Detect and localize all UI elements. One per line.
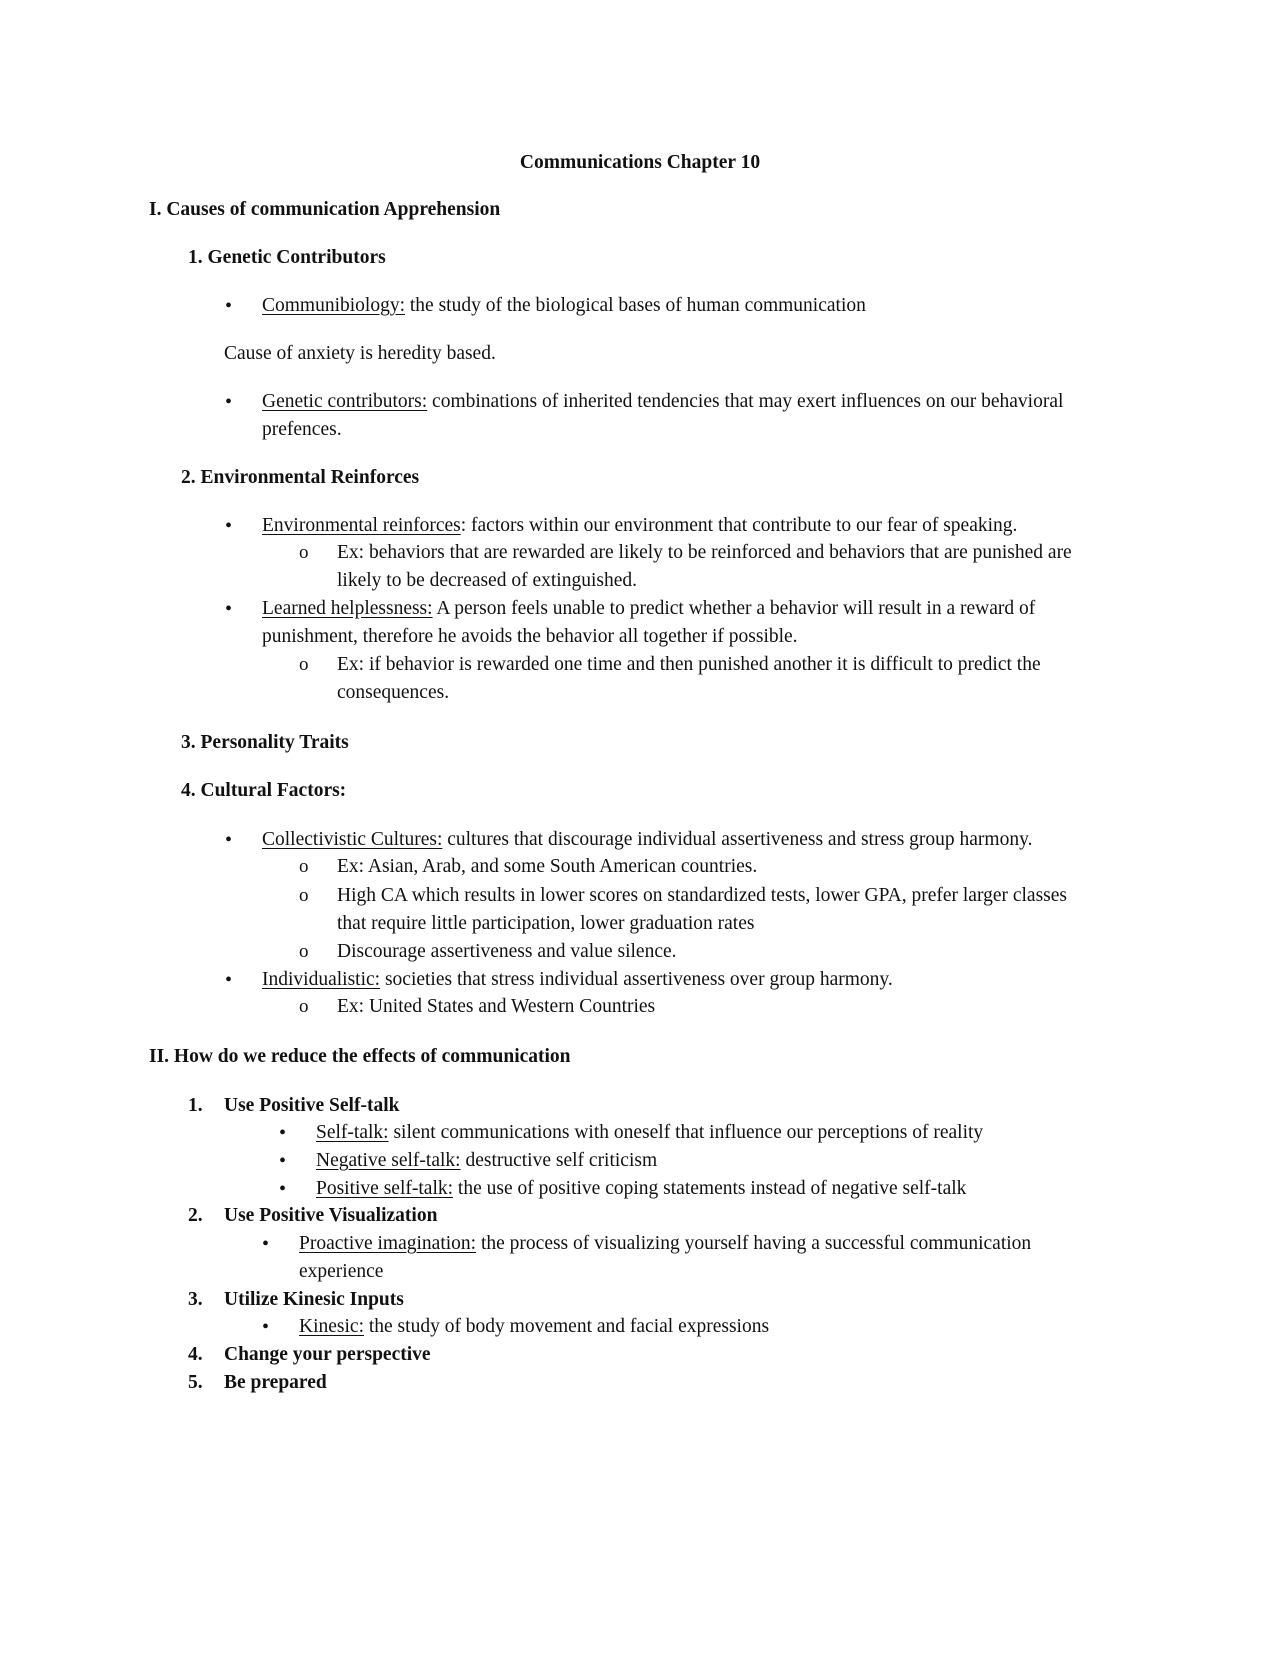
term-definition: : factors within our environment that contribute to our fear of speaking. xyxy=(460,515,1018,536)
list-item-negative-self-talk xyxy=(316,1149,657,1173)
term-definition: societies that stress individual assertiveness over group harmony. xyxy=(380,969,893,990)
term-label: Environmental reinforces xyxy=(262,515,461,536)
list-item-kinesic xyxy=(299,1315,769,1339)
bullet-icon: • xyxy=(279,1178,287,1200)
bullet-icon: • xyxy=(279,1150,287,1172)
page-title: Communications Chapter 10 xyxy=(519,152,761,173)
subheading-personality-traits: 3. Personality Traits xyxy=(181,732,349,753)
sub-list-item: Ex: if behavior is rewarded one time and then punished another it is difficult to predict the xyxy=(337,654,1041,675)
bullet-icon: • xyxy=(225,515,233,537)
term-definition: the study of body movement and facial expressions xyxy=(363,1316,770,1337)
list-item-continuation: experience xyxy=(299,1261,384,1282)
sub-list-item: Ex: United States and Western Countries xyxy=(337,996,656,1017)
list-item-continuation: prefences. xyxy=(262,419,342,440)
sub-list-item-continuation: likely to be decreased of extinguished. xyxy=(337,570,637,591)
sub-bullet-icon: o xyxy=(299,941,309,962)
ordered-item-kinesic-inputs: Utilize Kinesic Inputs xyxy=(224,1289,404,1310)
ordered-list-number: 2. xyxy=(188,1205,203,1226)
term-definition: destructive self criticism xyxy=(460,1150,658,1171)
term-label: Negative self-talk: xyxy=(316,1150,461,1171)
bullet-icon: • xyxy=(279,1122,287,1144)
sub-bullet-icon: o xyxy=(299,856,309,877)
ordered-item-positive-self-talk: Use Positive Self-talk xyxy=(224,1095,400,1116)
sub-list-item-continuation: that require little participation, lower graduation rates xyxy=(337,913,755,934)
term-label: Kinesic: xyxy=(299,1316,364,1337)
list-item-self-talk xyxy=(316,1121,983,1145)
term-label: Self-talk: xyxy=(316,1122,389,1143)
bullet-icon: • xyxy=(225,391,233,413)
term-definition: combinations of inherited tendencies that may exert influences on our behavioral xyxy=(427,391,1064,412)
term-label: Positive self-talk: xyxy=(316,1178,454,1199)
section-heading-2: II. How do we reduce the effects of communication xyxy=(149,1046,571,1067)
term-definition: the study of the biological bases of human communication xyxy=(405,295,866,316)
ordered-item-be-prepared: Be prepared xyxy=(224,1372,327,1393)
sub-list-item: Discourage assertiveness and value silence. xyxy=(337,941,677,962)
bullet-icon: • xyxy=(225,829,233,851)
bullet-icon: • xyxy=(262,1316,270,1338)
term-definition: the process of visualizing yourself having a successful communication xyxy=(476,1233,1032,1254)
list-item-collectivistic-cultures xyxy=(262,828,1032,852)
term-definition: the use of positive coping statements instead of negative self-talk xyxy=(453,1178,967,1199)
ordered-item-positive-visualization: Use Positive Visualization xyxy=(224,1205,438,1226)
list-item-environmental-reinforces xyxy=(262,514,1017,538)
bullet-icon: • xyxy=(225,598,233,620)
term-label: Proactive imagination: xyxy=(299,1233,477,1254)
ordered-list-number: 4. xyxy=(188,1344,203,1365)
list-item-individualistic xyxy=(262,968,893,992)
sub-bullet-icon: o xyxy=(299,996,309,1017)
sub-bullet-icon: o xyxy=(299,542,309,563)
term-label: Collectivistic Cultures: xyxy=(262,829,443,850)
note-text: Cause of anxiety is heredity based. xyxy=(224,343,496,364)
bullet-icon: • xyxy=(262,1233,270,1255)
list-item-positive-self-talk xyxy=(316,1177,966,1201)
section-heading-1: I. Causes of communication Apprehension xyxy=(149,199,501,220)
list-item-learned-helplessness xyxy=(262,597,1035,621)
ordered-list-number: 3. xyxy=(188,1289,203,1310)
bullet-icon: • xyxy=(225,295,233,317)
term-label: Genetic contributors: xyxy=(262,391,428,412)
list-item-proactive-imagination xyxy=(299,1232,1031,1256)
list-item-genetic-contributors xyxy=(262,390,1063,414)
sub-list-item: High CA which results in lower scores on standardized tests, lower GPA, prefer larger classes xyxy=(337,885,1068,906)
sub-bullet-icon: o xyxy=(299,654,309,675)
term-label: Individualistic: xyxy=(262,969,381,990)
bullet-icon: • xyxy=(225,969,233,991)
sub-bullet-icon: o xyxy=(299,885,309,906)
list-item-communibiology xyxy=(262,294,866,318)
ordered-list-number: 1. xyxy=(188,1095,203,1116)
term-label: Communibiology: xyxy=(262,295,406,316)
term-label: Learned helplessness: xyxy=(262,598,433,619)
subheading-cultural-factors: 4. Cultural Factors: xyxy=(181,780,347,801)
ordered-list-number: 5. xyxy=(188,1372,203,1393)
ordered-item-change-perspective: Change your perspective xyxy=(224,1344,431,1365)
term-definition: A person feels unable to predict whether a behavior will result in a reward of xyxy=(432,598,1036,619)
subheading-environmental-reinforces: 2. Environmental Reinforces xyxy=(181,467,420,488)
list-item-continuation: punishment, therefore he avoids the behavior all together if possible. xyxy=(262,626,798,647)
sub-list-item: Ex: behaviors that are rewarded are likely to be reinforced and behaviors that are punished are xyxy=(337,542,1072,563)
term-definition: silent communications with oneself that influence our perceptions of reality xyxy=(388,1122,984,1143)
sub-list-item-continuation: consequences. xyxy=(337,682,450,703)
subheading-genetic-contributors: 1. Genetic Contributors xyxy=(188,247,386,268)
sub-list-item: Ex: Asian, Arab, and some South American countries. xyxy=(337,856,758,877)
term-definition: cultures that discourage individual assertiveness and stress group harmony. xyxy=(442,829,1033,850)
